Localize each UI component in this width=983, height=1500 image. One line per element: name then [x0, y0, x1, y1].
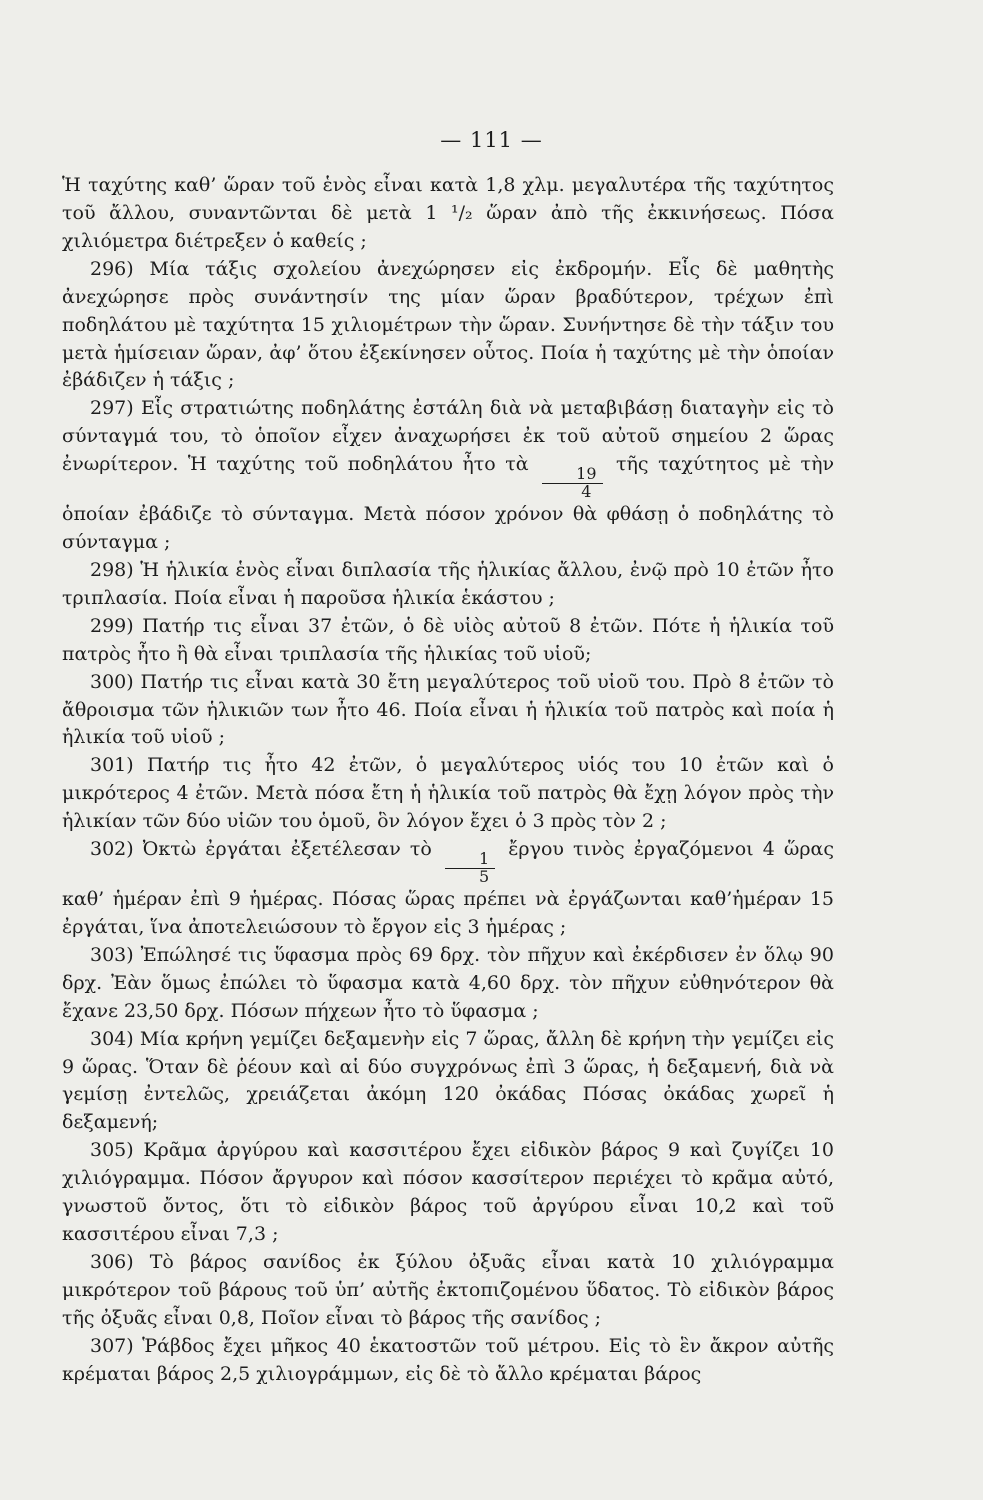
- page-body: [62, 172, 834, 1389]
- problem-307: 307) Ῥάβδος ἔχει μῆκος 40 ἑκατοστῶν τοῦ μέτρου. Εἰς τὸ ἓν ἄκρον αὐτῆς κρέμαται βάρος 2,5 χιλιογράμμων, εἰς δὲ τὸ ἄλλο κρέμαται βάρος: [62, 1334, 834, 1385]
- problem-297-text-after: τῆς ταχύτητος μὲ τὴν ὁποίαν ἐβάδιζε τὸ σύνταγμα. Μετὰ πόσον χρόνον θὰ φθάσῃ ὁ ποδηλάτης τὸ σύνταγμα ;: [62, 453, 834, 553]
- fraction-numerator: 1: [445, 851, 495, 869]
- fraction-denominator: 5: [478, 867, 490, 887]
- problem-296: 296) Μία τάξις σχολείου ἀνεχώρησεν εἰς ἐκδρομήν. Εἷς δὲ μαθητὴς ἀνεχώρησε πρὸς συνάντησίν της μίαν ὥραν βραδύτερον, τρέχων ἐπὶ ποδηλάτου μὲ ταχύτητα 15 χιλιομέτρων τὴν ὥραν. Συνήντησε δὲ τὴν τάξιν του μετὰ ἡμίσειαν ὥραν, ἀφ’ ὅτου ἐξεκίνησεν οὗτος. Ποία ἡ ταχύτης μὲ τὴν ὁποίαν ἐβάδιζεν ἡ τάξις ;: [62, 257, 834, 392]
- paragraph-295-continuation: Ἡ ταχύτης καθ’ ὥραν τοῦ ἑνὸς εἶναι κατὰ 1,8 χλμ. μεγαλυτέρα τῆς ταχύτητος τοῦ ἄλλου, συναντῶνται δὲ μετὰ 1 ¹/₂ ὥραν ἀπὸ τῆς ἐκκινήσεως. Πόσα χιλιόμετρα διέτρεξεν ὁ καθείς ;: [62, 174, 834, 252]
- problem-297-text-before: 297) Εἷς στρατιώτης ποδηλάτης ἐστάλη διὰ νὰ μεταβιβάσῃ διαταγὴν εἰς τὸ σύνταγμά του, τὸ ὁποῖον εἶχεν ἀναχωρήσει ἐκ τοῦ αὐτοῦ σημείου 2 ὥρας ἐνωρίτερον. Ἡ ταχύτης τοῦ ποδηλάτου ἦτο τὰ: [62, 397, 834, 476]
- problem-301: 301) Πατήρ τις ἦτο 42 ἐτῶν, ὁ μεγαλύτερος υἱός του 10 ἐτῶν καὶ ὁ μικρότερος 4 ἐτῶν. Μετὰ πόσα ἔτη ἡ ἡλικία τοῦ πατρὸς θὰ ἔχῃ λόγον πρὸς τὴν ἡλικίαν τῶν δύο υἱῶν του ὁμοῦ, ὃν λόγον ἔχει ὁ 3 πρὸς τὸν 2 ;: [62, 754, 834, 833]
- page-number: — 111 —: [440, 128, 543, 152]
- problem-299: 299) Πατήρ τις εἶναι 37 ἐτῶν, ὁ δὲ υἱὸς αὐτοῦ 8 ἐτῶν. Πότε ἡ ἡλικία τοῦ πατρὸς ἦτο ἢ θὰ εἶναι τριπλασία τῆς ἡλικίας τοῦ υἱοῦ;: [62, 614, 834, 665]
- problem-300: 300) Πατήρ τις εἶναι κατὰ 30 ἔτη μεγαλύτερος τοῦ υἱοῦ του. Πρὸ 8 ἐτῶν τὸ ἄθροισμα τῶν ἡλικιῶν των ἦτο 46. Ποία εἶναι ἡ ἡλικία τοῦ πατρὸς καὶ ποία ἡ ἡλικία τοῦ υἱοῦ ;: [62, 670, 834, 749]
- problem-304: 304) Μία κρήνη γεμίζει δεξαμενὴν εἰς 7 ὥρας, ἄλλη δὲ κρήνη τὴν γεμίζει εἰς 9 ὥρας. Ὅταν δὲ ῥέουν καὶ αἱ δύο συγχρόνως ἐπὶ 3 ὥρας, ἡ δεξαμενή, διὰ νὰ γεμίσῃ ἐντελῶς, χρειάζεται ἀκόμη 120 ὀκάδας Πόσας ὀκάδας χωρεῖ ἡ δεξαμενή;: [62, 1027, 834, 1134]
- fraction-numerator: 19: [542, 466, 602, 484]
- fraction-1-5: [445, 851, 495, 886]
- fraction-19-4: [542, 466, 602, 501]
- problem-297: [62, 395, 834, 557]
- problem-302: [62, 836, 834, 942]
- problem-302-text-after: ἔργου τινὸς ἐργαζόμενοι 4 ὥρας καθ’ ἡμέραν ἐπὶ 9 ἡμέρας. Πόσας ὥρας πρέπει νὰ ἐργάζωνται καθ’ἡμέραν 15 ἐργάται, ἵνα ἀποτελειώσουν τὸ ἔργον εἰς 3 ἡμέρας ;: [62, 838, 835, 938]
- problem-305: 305) Κρᾶμα ἀργύρου καὶ κασσιτέρου ἔχει εἰδικὸν βάρος 9 καὶ ζυγίζει 10 χιλιόγραμμα. Πόσον ἄργυρον καὶ πόσον κασσίτερον περιέχει τὸ κρᾶμα αὐτό, γνωστοῦ ὄντος, ὅτι τὸ εἰδικὸν βάρος τοῦ ἀργύρου εἶναι 10,2 καὶ τοῦ κασσιτέρου εἶναι 7,3 ;: [62, 1139, 834, 1246]
- fraction-denominator: 4: [581, 482, 592, 502]
- problem-303: 303) Ἐπώλησέ τις ὕφασμα πρὸς 69 δρχ. τὸν πῆχυν καὶ ἐκέρδισεν ἐν ὅλῳ 90 δρχ. Ἐὰν ὅμως ἐπώλει τὸ ὕφασμα κατὰ 4,60 δρχ. τὸν πῆχυν εὐθηνότερον θὰ ἔχανε 23,50 δρχ. Πόσων πήχεων ἦτο τὸ ὕφασμα ;: [62, 943, 834, 1022]
- problem-302-text-before: 302) Ὀκτὼ ἐργάται ἐξετέλεσαν τὸ: [90, 838, 432, 861]
- problem-298: 298) Ἡ ἡλικία ἑνὸς εἶναι διπλασία τῆς ἡλικίας ἄλλου, ἐνῷ πρὸ 10 ἐτῶν ἦτο τριπλασία. Ποία εἶναι ἡ παροῦσα ἡλικία ἑκάστου ;: [62, 558, 834, 609]
- problem-306: 306) Τὸ βάρος σανίδος ἐκ ξύλου ὀξυᾶς εἶναι κατὰ 10 χιλιόγραμμα μικρότερον τοῦ βάρους τοῦ ὑπ’ αὐτῆς ἐκτοπιζομένου ὕδατος. Τὸ εἰδικὸν βάρος τῆς ὀξυᾶς εἶναι 0,8, Ποῖον εἶναι τὸ βάρος τῆς σανίδος ;: [62, 1250, 834, 1329]
